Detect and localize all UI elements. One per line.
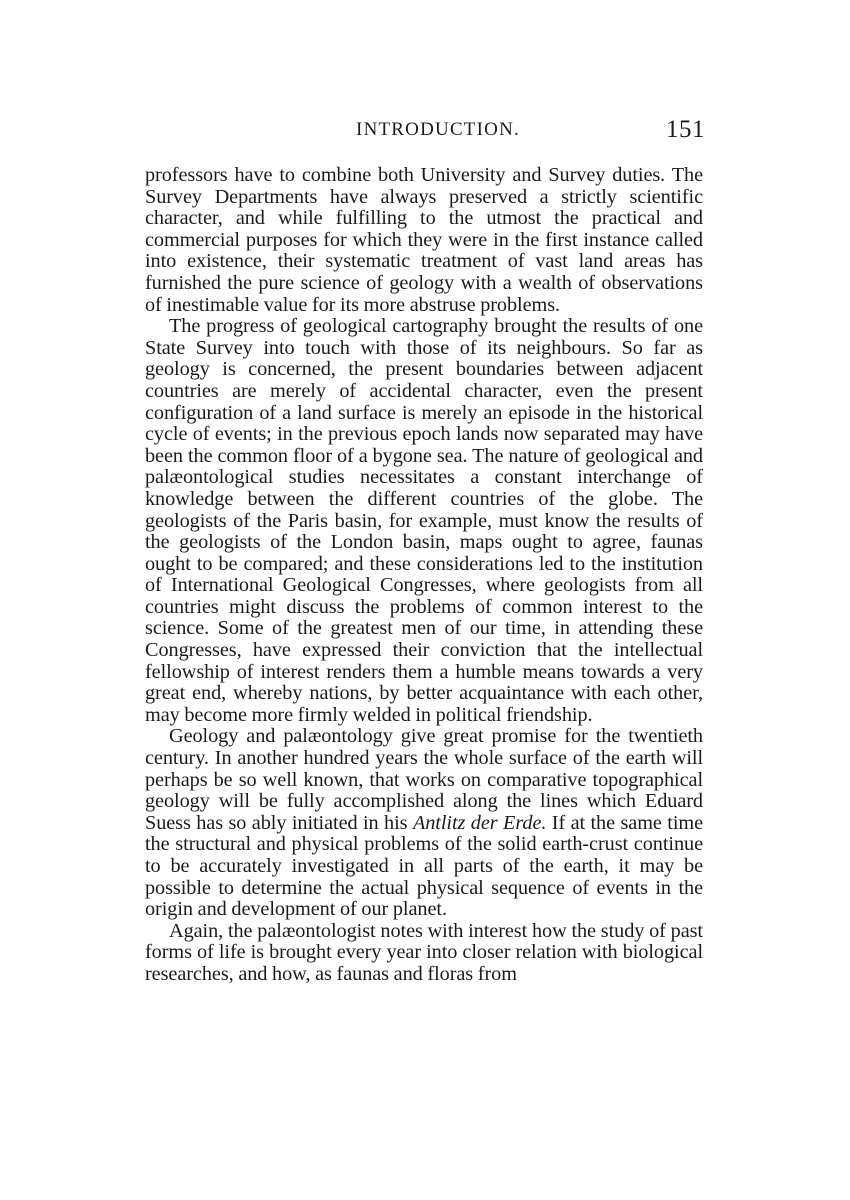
paragraph-1: professors have to combine both University and Survey duties. The Survey Departments have always preserved a strictly scientific character, and while fulfilling to the utmost the practical and commercial purposes for which they were in the first instance called into existence, their systematic treatment of vast land areas has furnished the pure science of geology with a wealth of observations of inestimable value for its more abstruse problems. [145,164,703,316]
paragraph-2: The progress of geological cartography brought the results of one State Survey into touch with those of its neighbours. So far as geology is concerned, the present boundaries between adjacent countries are merely of accidental character, even the present configuration of a land surface is merely an episode in the historical cycle of events; in the previous epoch lands now separated may have been the common floor of a bygone sea. The nature of geological and palæontological studies necessitates a constant interchange of knowledge between the different countries of the globe. The geologists of the Paris basin, for example, must know the results of the geologists of the London basin, maps ought to agree, faunas ought to be compared; and these considerations led to the institution of International Geological Congresses, where geologists from all countries might discuss the problems of common interest to the science. Some of the greatest men of our time, in attending these Congresses, have expressed their conviction that the intellectual fellowship of interest renders them a humble means towards a very great end, whereby nations, by better acquaintance with each other, may become more firmly welded in political friendship. [145,315,703,726]
paragraph-3 [145,726,703,920]
paragraph-3-after: If at the same time the structural and physical problems of the solid earth-crust continue to be accurately investigated in all parts of the earth, it may be possible to determine the actual physical sequence of events in the origin and development of our planet. [145,811,703,921]
book-title-italic: Antlitz der Erde. [412,811,547,834]
body-text [145,165,703,986]
paragraph-3-before: Geology and palæontology give great promise for the twentieth century. In another hundred years the whole surface of the earth will perhaps be so well known, that works on comparative topographical geology will be fully accomplished along the lines which Eduard Suess has so ably initiated in his [145,725,703,834]
page-number: 151 [666,116,705,143]
running-head [145,118,703,148]
paragraph-4: Again, the palæontologist notes with interest how the study of past forms of life is brought every year into closer relation with biological researches, and how, as faunas and floras from [145,919,703,985]
running-title: INTRODUCTION. [356,119,520,140]
